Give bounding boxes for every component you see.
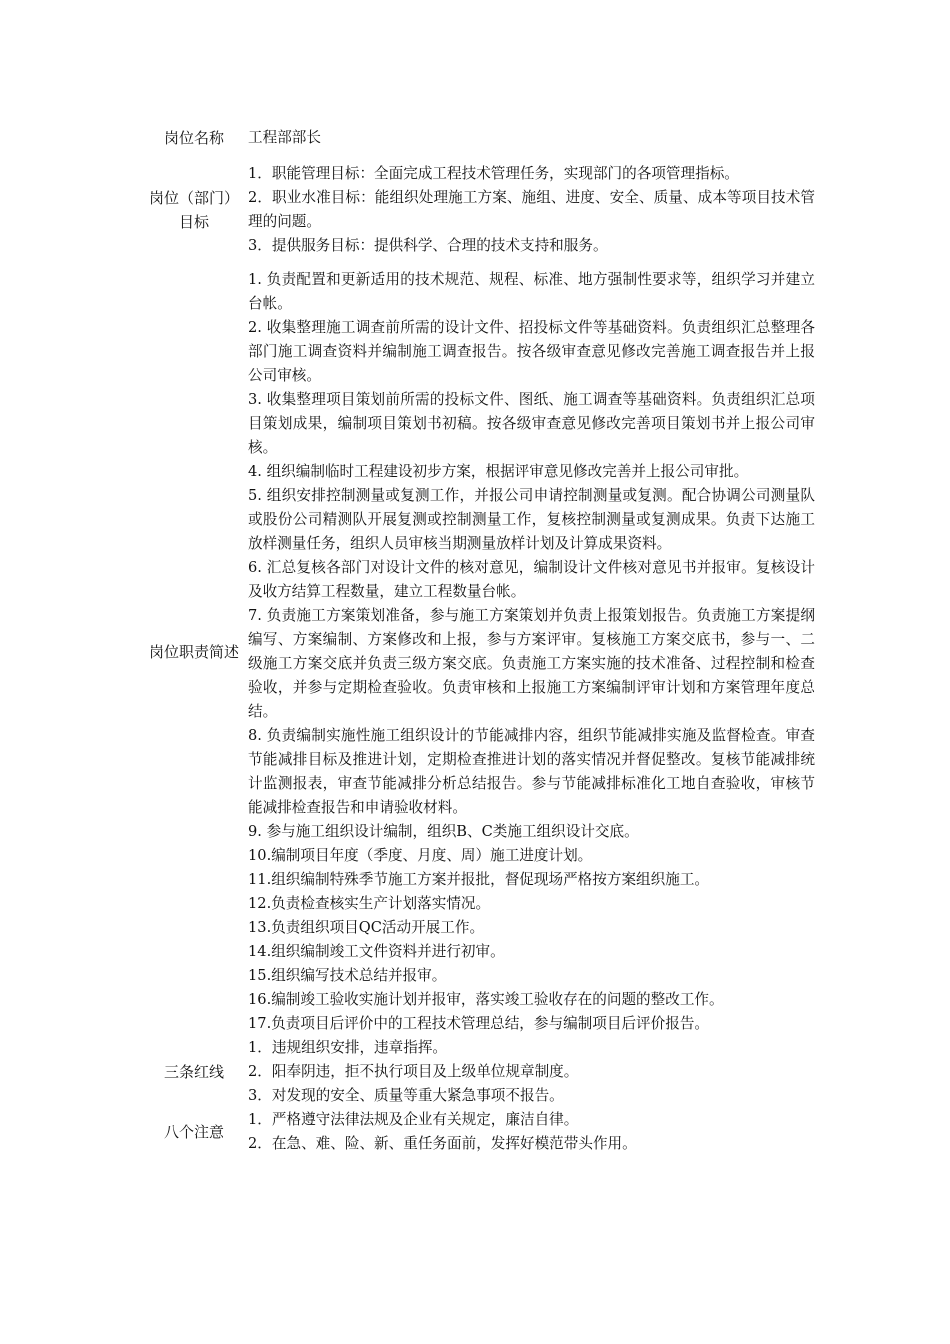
- goals-label-line1: 岗位（部门）: [148, 189, 239, 207]
- duty-item: 2. 收集整理施工调查前所需的设计文件、招投标文件等基础资料。负责组织汇总整理各部门施工调查资料并编制施工调查报告。按各级审查意见修改完善施工调查报告并上报公司审核。: [248, 319, 815, 384]
- duty-item: 15.组织编写技术总结并报审。: [248, 967, 447, 984]
- redline-item: 1．违规组织安排，违章指挥。: [248, 1039, 448, 1056]
- duty-item: 11.组织编制特殊季节施工方案并报批，督促现场严格按方案组织施工。: [248, 871, 710, 888]
- duties-label: 岗位职责简述: [148, 643, 239, 661]
- goals-label-line2: 目标: [178, 213, 209, 231]
- note-item: 2．在急、难、险、新、重任务面前，发挥好模范带头作用。: [248, 1135, 637, 1152]
- duty-item: 5. 组织安排控制测量或复测工作，并报公司申请控制测量或复测。配合协调公司测量队或股份公司精测队开展复测或控制测量工作，复核控制测量或复测成果。负责下达施工放样测量任务，组织人员审核当期测量放样计划及计算成果资料。: [248, 487, 815, 552]
- redlines-content: [248, 1036, 815, 1108]
- duty-item: 4. 组织编制临时工程建设初步方案，根据评审意见修改完善并上报公司审批。: [248, 463, 749, 480]
- position-name-value: 工程部部长: [248, 129, 321, 146]
- job-description-table: [140, 124, 815, 1156]
- position-name-label: 岗位名称: [163, 129, 224, 147]
- notes-content: [248, 1108, 815, 1156]
- duty-item: 9. 参与施工组织设计编制，组织B、C类施工组织设计交底。: [248, 823, 639, 840]
- notes-row: [140, 1108, 815, 1156]
- position-name-row: [140, 124, 815, 152]
- goals-row: [140, 162, 815, 258]
- goal-item: 2．职业水准目标：能组织处理施工方案、施组、进度、安全、质量、成本等项目技术管理的问题。: [248, 189, 815, 230]
- redlines-row: [140, 1036, 815, 1108]
- redlines-label: 三条红线: [163, 1063, 224, 1081]
- goals-content: [248, 162, 815, 258]
- duty-item: 6. 汇总复核各部门对设计文件的核对意见，编制设计文件核对意见书并报审。复核设计及收方结算工程数量，建立工程数量台帐。: [248, 559, 815, 600]
- goal-item: 3．提供服务目标：提供科学、合理的技术支持和服务。: [248, 237, 608, 254]
- redline-item: 2．阳奉阴违，拒不执行项目及上级单位规章制度。: [248, 1063, 579, 1080]
- goal-item: 1．职能管理目标：全面完成工程技术管理任务，实现部门的各项管理指标。: [248, 165, 739, 182]
- duty-item: 8. 负责编制实施性施工组织设计的节能减排内容，组织节能减排实施及监督检查。审查节能减排目标及推进计划，定期检查推进计划的落实情况并督促整改。复核节能减排统计监测报表，审查节能减排分析总结报告。参与节能减排标准化工地自查验收，审核节能减排检查报告和申请验收材料。: [248, 727, 815, 816]
- duty-item: 16.编制竣工验收实施计划并报审，落实竣工验收存在的问题的整改工作。: [248, 991, 724, 1008]
- goals-label: [140, 162, 248, 258]
- duty-item: 10.编制项目年度（季度、月度、周）施工进度计划。: [248, 847, 593, 864]
- duty-item: 13.负责组织项目QC活动开展工作。: [248, 919, 485, 936]
- duty-item: 14.组织编制竣工文件资料并进行初审。: [248, 943, 505, 960]
- duties-content: [248, 268, 815, 1036]
- notes-label: 八个注意: [163, 1123, 224, 1141]
- duty-item: 7. 负责施工方案策划准备，参与施工方案策划并负责上报策划报告。负责施工方案提纲编写、方案编制、方案修改和上报，参与方案评审。复核施工方案交底书，参与一、二级施工方案交底并负责三级方案交底。负责施工方案实施的技术准备、过程控制和检查验收，并参与定期检查验收。负责审核和上报施工方案编制评审计划和方案管理年度总结。: [248, 607, 815, 720]
- redline-item: 3．对发现的安全、质量等重大紧急事项不报告。: [248, 1087, 564, 1104]
- note-item: 1．严格遵守法律法规及企业有关规定，廉洁自律。: [248, 1111, 579, 1128]
- duty-item: 1. 负责配置和更新适用的技术规范、规程、标准、地方强制性要求等，组织学习并建立台帐。: [248, 271, 815, 312]
- duty-item: 12.负责检查核实生产计划落实情况。: [248, 895, 491, 912]
- duty-item: 3. 收集整理项目策划前所需的投标文件、图纸、施工调查等基础资料。负责组织汇总项目策划成果，编制项目策划书初稿。按各级审查意见修改完善项目策划书并上报公司审核。: [248, 391, 815, 456]
- duty-item: 17.负责项目后评价中的工程技术管理总结，参与编制项目后评价报告。: [248, 1015, 710, 1032]
- duties-row: [140, 268, 815, 1036]
